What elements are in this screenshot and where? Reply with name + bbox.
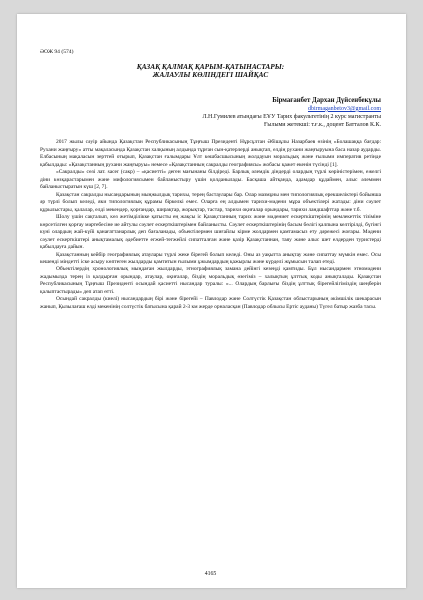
paragraph: Осындай сакралды (киелі) нысандардың бірі және бірегейі – Павлодар және Солтүстік Қазақстан облыстарының әкімшілік шекарасын жанып, Қызылағаш елді мекенінің солтүстік батысына қарай 2-3 км жерде орналасқан (Павлодар облысы Ертіс ауданы) Түгел батыр жазба тасы. <box>40 296 381 310</box>
article-title <box>40 63 381 80</box>
paragraph: Шолу үшін сақталып, көз жетімділікке қатысты ең жақсы іс Қазақстанның тарих және мәдениет ескерткіштерінің мемлекеттік тізіміне көрсетілген қорғау мәртебесіне ие айтулы сәулет ескерткіштерімен байланысты. Сәулет ескерткіштерінің басым бөлігі қалпына келтірілді, бүгінгі күні олардың жай-күйі қанағаттанарлық деп бағаланады, объектілермен шиғайлы кірме жолдармен қамтамасыз ету дәрежесі жоғары. Мәдени сәулет ескерткіштері анықтамалық әдебиетте егжей-тегжейлі сипатталған және қазір Қазақстаннан, таяу және алыс шет елдерден туристерді қабылдауға дайын. <box>40 214 381 251</box>
author-affiliation: Л.Н.Гумилев атындағы ЕҰУ Тарих факультетінің 2 курс магистранты <box>202 113 381 120</box>
paragraph: Қазақстанның кейбір географиялық атаулары түрлі жеке бірегей болып келеді. Оны аз уақытта анықтау және сипаттау мүмкін емес. Осы кешенді міндетті іске асыру көптеген жылдарды қамтитын ғылыми ұжымдардың қажырлы және күрделі жұмысын талап етеді. <box>40 251 381 265</box>
title-line-2: ЖАЛАУЛЫ КӨЛІНДЕГІ ШАЙҚАС <box>152 70 269 80</box>
document-page <box>17 14 406 588</box>
author-block <box>40 97 381 130</box>
author-name: Бірмағанбет Дархан Дүйсенбекұлы <box>272 96 381 104</box>
author-supervisor: Ғылыми жетекші: т.ғ.к., доцент Батталов К.К. <box>263 121 381 128</box>
paragraph: Қазақстан сакралды нысандарының мыңжылдық тарихы, терең бастаулары бар. Олар мазмұны мен типологиялық ерекшеліктері бойынша әр түрлі болып келеді, яки типологиялық құрамы біркелкі емес. Оларға ең алдымен тарихи-мәдени мұра объектілері жатады: діни сәулет құрылыстары, қалалар, елді мекендер, қорғандар, ширақтар, жорықтар, тастар, тарихи оқиғалар орындары, тарихи ландшафттар және т.б. <box>40 191 381 213</box>
author-email-link[interactable]: dbirmaganbetov3@gmail.com <box>307 105 381 112</box>
udc-code: ӘОЖ 94 (574) <box>40 49 74 55</box>
page-content <box>40 25 381 580</box>
page-number: 4165 <box>204 571 217 577</box>
title-line-1: ҚАЗАҚ ҚАЛМАҚ ҚАРЫМ-ҚАТЫНАСТАРЫ: <box>136 62 285 71</box>
paragraph: Объектілердің хронологиялық мыңдаған жылдарды, этнографиялық замана дейінгі кезеңді қамтиды. Бұл нысандармен этномәдени жадымызда терең із қалдырған орындар, атаулар, оқиғалар, біздің моральдық өзегіміз – халықтың ұлттық коды анықталады. Қазақстан Республикасының Тұңғыш Президенті осындай қасиетті нысандар туралы: «... Олардың барлығы біздің ұлттық бірегейлігіміздің шеңберін қалыптастырады» деп атап өтті. <box>40 266 381 295</box>
paragraph: 2017 жылы сәуір айында Қазақстан Республикасының Тұңғыш Президенті Нұрсұлтан Әбішұлы Назарбаев өзінің «Болашаққа бағдар: Рухани жаңғыру» атты мақаласында Қазақстан халқының алдында тұрған сын-қатерлерді анықтап, елдің рухани жаңғыруына баса назар аударды. Елбасының мақаласын зерттей отырып, Қазақстан ғалымдары Ұлт көшбасшысының жолдауын моральдық және ғылыми императив ретінде қабылдады: «Қазақстанның рухани жаңғыруы» немесе «Қазақстанның сакралды географиясы» жобасы қажет екенін түсінді [1]. <box>40 139 381 168</box>
article-body <box>40 139 381 311</box>
paragraph: «Сакралды» сөзі лат. sacer (сакр) – «қасиетті» деген мағынаны білдіреді. Барлық әлемдік діндерді олардың түрлі көріністерімен, ежелгі діни көзқарастарымен және мифологиясымен байланыстыру үшін қолданылады. Басқаша айтқанда, адамдар құдаймен, алыс әлеммен байланыстыратын күш [2, 7]. <box>40 169 381 191</box>
